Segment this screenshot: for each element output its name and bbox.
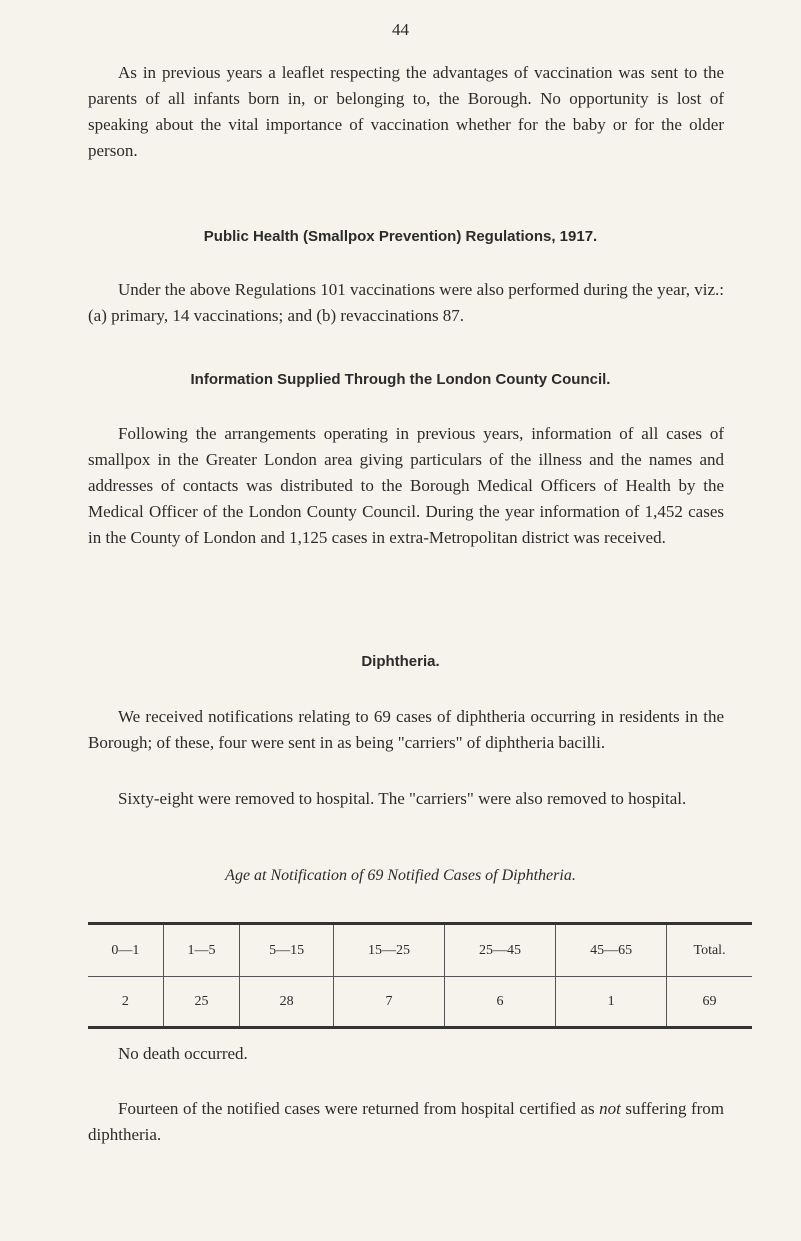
header-cell: 45—65: [556, 924, 667, 977]
table-header-row: [88, 924, 752, 977]
diphtheria-heading: Diphtheria.: [361, 653, 440, 670]
value-cell: 25: [163, 977, 239, 1028]
value-cell: 69: [667, 977, 752, 1028]
diphtheria-paragraph-1: We received notifications relating to 69 cases of diphtheria occurring in residents in the Borough; of these, four were sent in as being "carriers" of diphtheria bacilli.: [88, 707, 724, 752]
vaccination-paragraph: As in previous years a leaflet respecting the advantages of vaccination was sent to the parents of all infants born in, or belonging to, the Borough. No opportunity is lost of speaking about the vital importance of vaccination whether for the baby or for the older person.: [88, 63, 724, 160]
header-cell: 5—15: [240, 924, 334, 977]
header-cell: Total.: [667, 924, 752, 977]
age-table: [88, 922, 752, 1029]
value-cell: 7: [334, 977, 445, 1028]
no-death-note: No death occurred.: [118, 1044, 248, 1063]
closing-paragraph: [88, 1096, 724, 1148]
closing-emphasis: not: [599, 1099, 621, 1118]
closing-text-start: Fourteen of the notified cases were returned from hospital certified as: [118, 1099, 595, 1118]
lcc-heading: Information Supplied Through the London County Council.: [190, 371, 611, 388]
header-cell: 0—1: [88, 924, 163, 977]
table-value-row: [88, 977, 752, 1028]
value-cell: 1: [556, 977, 667, 1028]
header-cell: 25—45: [445, 924, 556, 977]
value-cell: 2: [121, 993, 129, 1009]
diphtheria-paragraph-2: Sixty-eight were removed to hospital. The "carriers" were also removed to hospital.: [118, 789, 687, 808]
table-caption: Age at Notification of 69 Notified Cases of Diphtheria.: [225, 867, 576, 884]
smallpox-paragraph: Under the above Regulations 101 vaccinations were also performed during the year, viz.: (a) primary, 14 vaccinations; and (b) revaccinations 87.: [88, 280, 724, 325]
smallpox-heading: Public Health (Smallpox Prevention) Regulations, 1917.: [203, 228, 598, 245]
value-cell: 6: [445, 977, 556, 1028]
closing-text-end: suffering from diphtheria.: [88, 1099, 725, 1144]
page-number: 44: [392, 20, 409, 39]
value-cell: 28: [240, 977, 334, 1028]
header-cell: 15—25: [334, 924, 445, 977]
header-cell: 1—5: [163, 924, 239, 977]
lcc-paragraph: Following the arrangements operating in previous years, information of all cases of smallpox in the Greater London area giving particulars of the illness and the names and addresses of contacts was distributed to the Borough Medical Officers of Health by the Medical Officer of the London County Council. During the year information of 1,452 cases in the County of London and 1,125 cases in extra-Metropolitan district was received.: [88, 424, 724, 547]
